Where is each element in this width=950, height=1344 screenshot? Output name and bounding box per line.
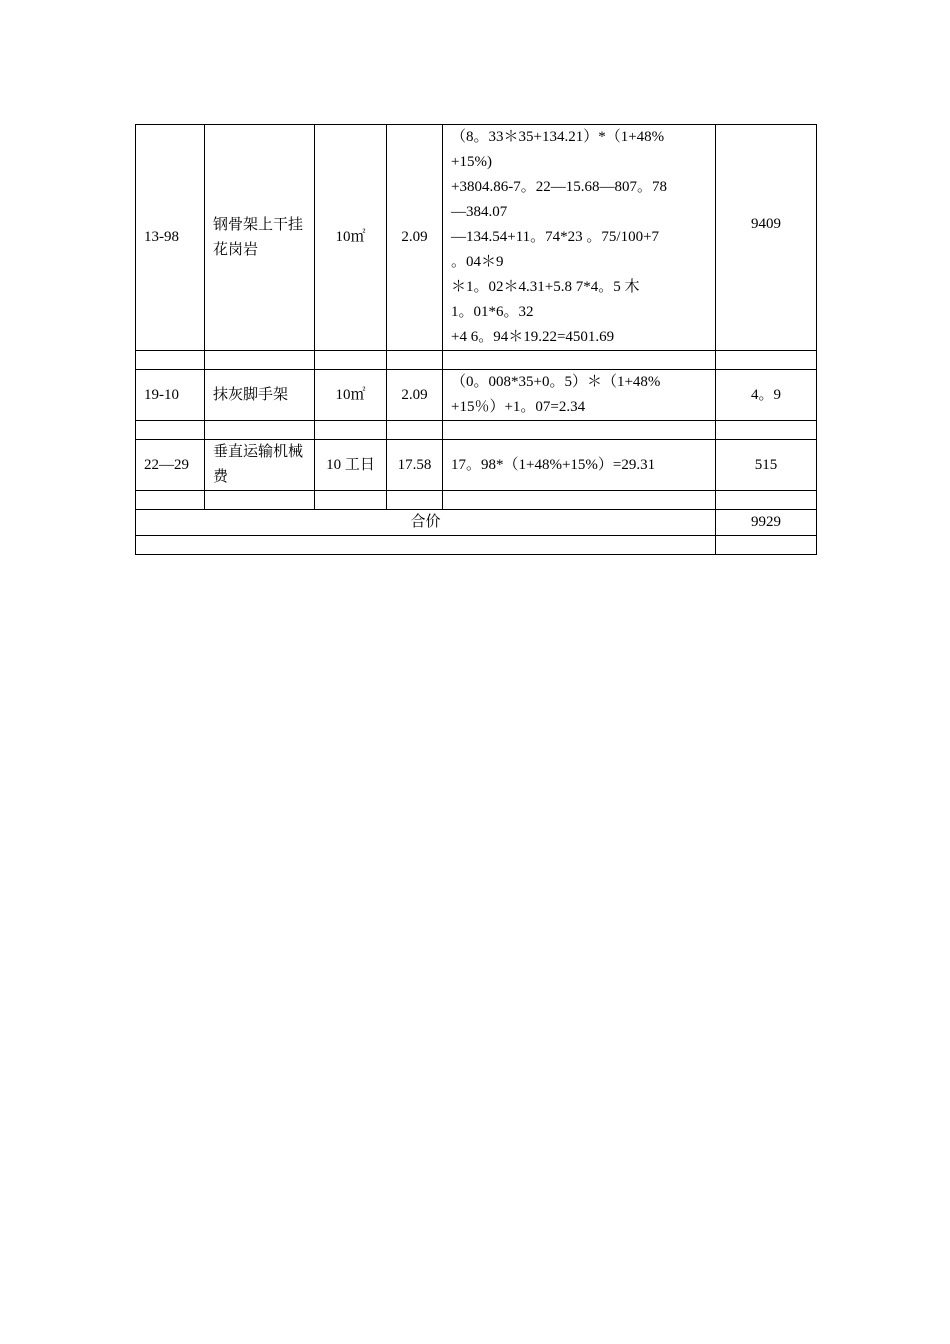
formula-line: ＊1。02＊4.31+5.8 7*4。5 木 [451,279,640,295]
formula-line: 17。98*（1+48%+15%）=29.31 [451,456,656,473]
item-formula [443,125,716,351]
formula-line: （8。33＊35+134.21）*（1+48% [451,129,665,145]
formula-line: —134.54+11。74*23 。75/100+7 [451,229,660,245]
item-code: 22—29 [136,440,205,491]
empty-row [136,536,817,555]
item-quantity: 2.09 [387,370,443,421]
table-row [136,370,817,421]
cost-table [135,124,817,555]
total-row [136,510,817,536]
total-label: 合价 [136,510,716,536]
item-unit: 10㎡ [315,370,387,421]
formula-line: +15%) [451,154,492,170]
item-name: 抹灰脚手架 [205,370,315,421]
total-amount: 9929 [716,510,817,536]
item-name: 钢骨架上干挂花岗岩 [205,125,315,351]
item-name: 垂直运输机械费 [205,440,315,491]
table-row [136,440,817,491]
table-row [136,125,817,351]
empty-row [136,351,817,370]
item-unit: 10 工日 [315,440,387,491]
formula-line: —384.07 [451,204,508,220]
empty-row [136,421,817,440]
formula-line: （0。008*35+0。5）＊（1+48% [451,374,661,390]
item-amount: 515 [716,440,817,491]
item-code: 19-10 [136,370,205,421]
formula-line: 1。01*6。32 [451,304,534,320]
empty-row [136,491,817,510]
item-code: 13-98 [136,125,205,351]
item-formula [443,370,716,421]
item-unit: 10㎡ [315,125,387,351]
formula-line: +4 6。94＊19.22=4501.69 [451,329,615,345]
formula-line: 。04＊9 [451,254,504,270]
item-formula [443,440,716,491]
item-amount: 9409 [716,125,817,351]
item-quantity: 2.09 [387,125,443,351]
item-amount: 4。9 [716,370,817,421]
item-quantity: 17.58 [387,440,443,491]
formula-line: +3804.86-7。22—15.68—807。78 [451,179,667,195]
formula-line: +15％）+1。07=2.34 [451,399,586,415]
